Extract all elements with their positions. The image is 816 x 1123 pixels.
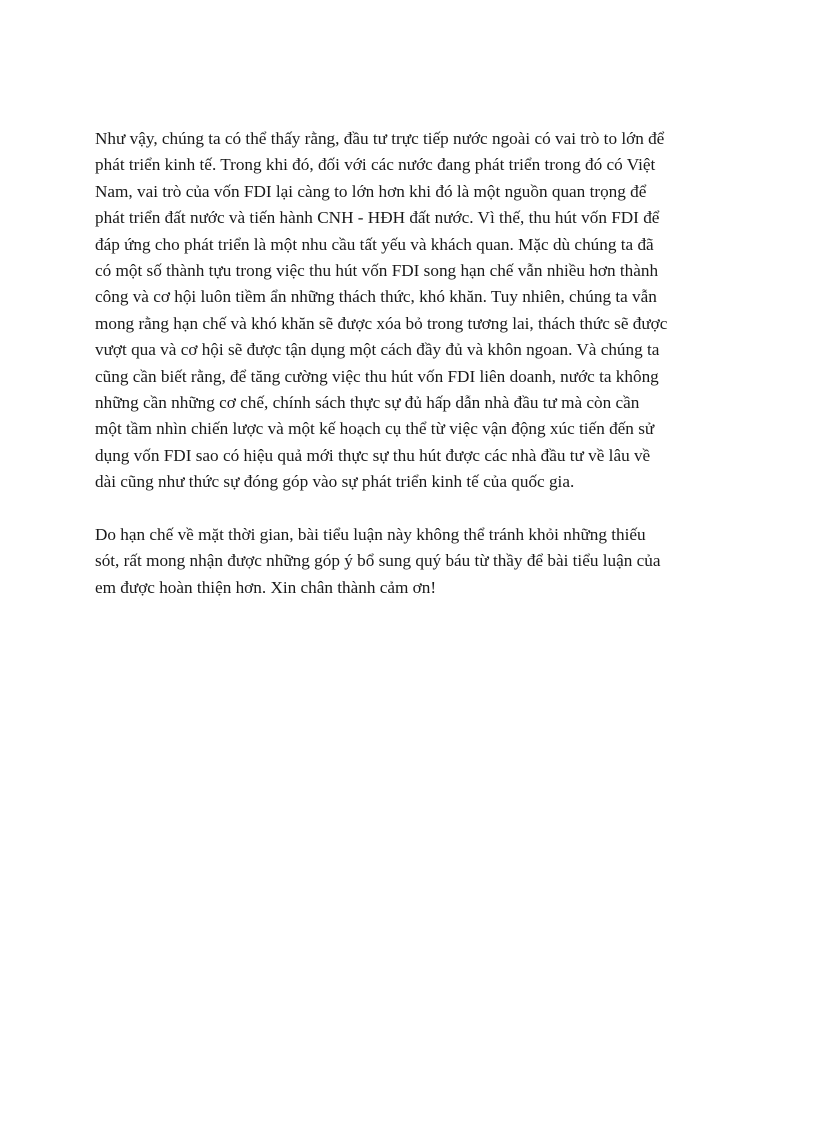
text-line: phát triển kinh tế. Trong khi đó, đối với các nước đang phát triển trong đó có Việt [95, 155, 656, 175]
paragraph-conclusion [95, 126, 735, 496]
text-line: phát triển đất nước và tiến hành CNH - HĐH đất nước. Vì thế, thu hút vốn FDI để [95, 208, 660, 228]
text-line: dài cũng như thức sự đóng góp vào sự phát triển kinh tế của quốc gia. [95, 472, 575, 492]
text-line: mong rằng hạn chế và khó khăn sẽ được xóa bỏ trong tương lai, thách thức sẽ được [95, 313, 668, 333]
text-line: cũng cần biết rằng, để tăng cường việc thu hút vốn FDI liên doanh, nước ta không [95, 366, 659, 386]
text-line: Như vậy, chúng ta có thể thấy rằng, đầu tư trực tiếp nước ngoài có vai trò to lớn để [95, 129, 665, 148]
text-line: dụng vốn FDI sao có hiệu quả mới thực sự thu hút được các nhà đầu tư về lâu về [95, 445, 651, 465]
text-line: công và cơ hội luôn tiềm ẩn những thách thức, khó khăn. Tuy nhiên, chúng ta vẫn [95, 287, 657, 307]
text-line: đáp ứng cho phát triển là một nhu cầu tất yếu và khách quan. Mặc dù chúng ta đã [95, 234, 654, 254]
text-line: Do hạn chế về mặt thời gian, bài tiểu luận này không thể tránh khỏi những thiếu [95, 524, 646, 544]
text-line: có một số thành tựu trong việc thu hút vốn FDI song hạn chế vẫn nhiều hơn thành [95, 261, 659, 281]
text-line: vượt qua và cơ hội sẽ được tận dụng một cách đầy đủ và khôn ngoan. Và chúng ta [95, 340, 660, 360]
text-line: em được hoàn thiện hơn. Xin chân thành cảm ơn! [95, 577, 437, 597]
text-line: sót, rất mong nhận được những góp ý bổ sung quý báu từ thầy để bài tiểu luận của [95, 551, 661, 571]
paragraph-thanks [95, 522, 735, 601]
document-body [95, 126, 735, 627]
text-line: một tầm nhìn chiến lược và một kế hoạch cụ thể từ việc vận động xúc tiến đến sử [95, 419, 655, 439]
text-line: những cần những cơ chế, chính sách thực sự đủ hấp dẫn nhà đầu tư mà còn cần [95, 393, 640, 413]
text-line: Nam, vai trò của vốn FDI lại càng to lớn hơn khi đó là một nguồn quan trọng để [95, 181, 647, 201]
